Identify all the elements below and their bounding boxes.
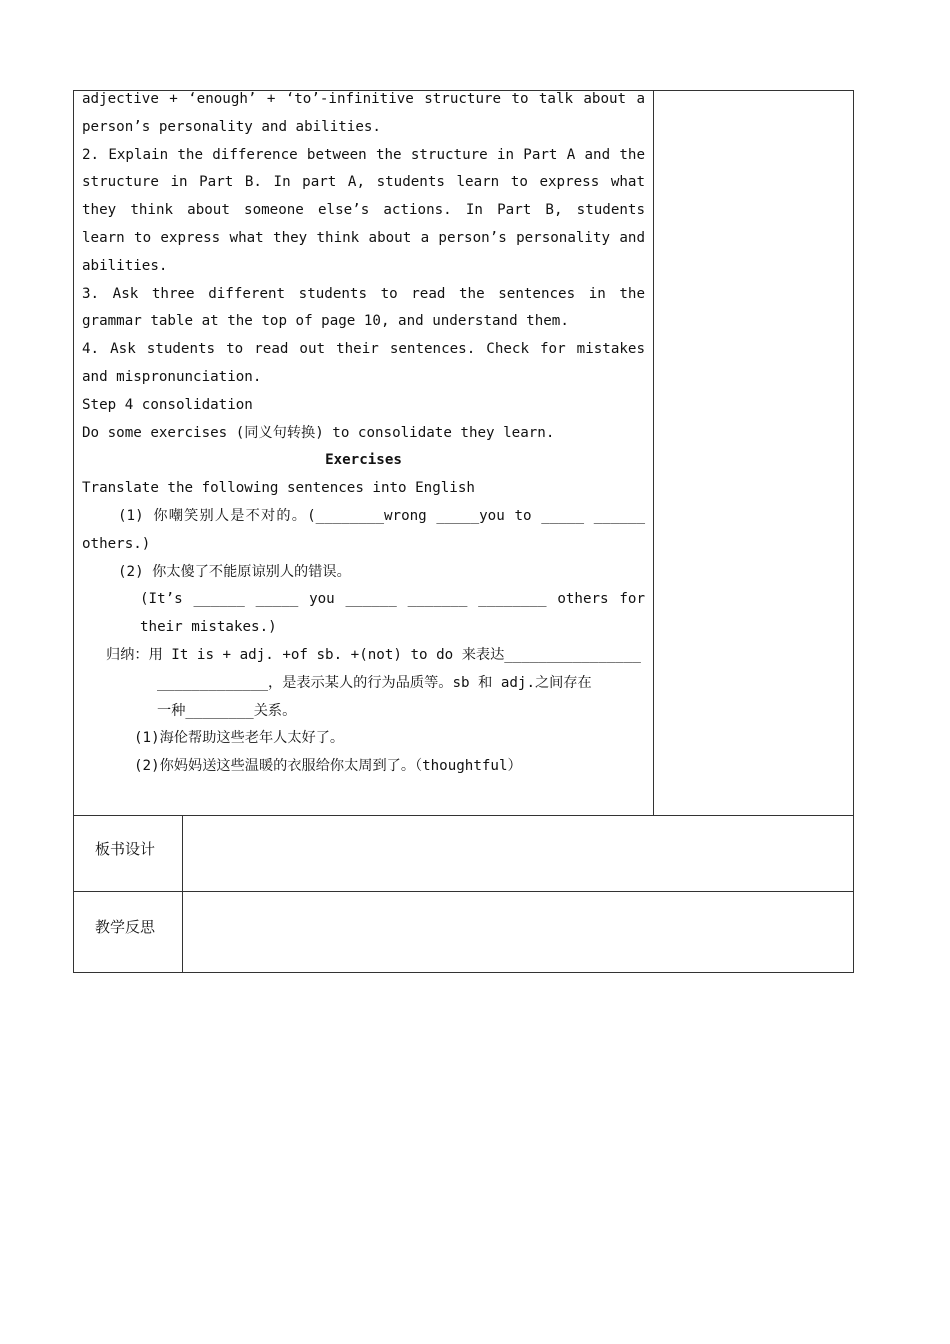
lesson-line: adjective + ‘enough’ + ‘to’-infinitive structure to talk about a person’s personality and abilities. bbox=[82, 91, 645, 135]
column-divider bbox=[653, 90, 654, 816]
exercise-question: (It’s ______ _____ you ______ _______ ________ others for their mistakes.) bbox=[140, 591, 645, 636]
translation-item: (1)海伦帮助这些老年人太好了。 bbox=[134, 730, 345, 747]
translation-item: (2)你妈妈送这些温暖的衣服给你太周到了。（thoughtful） bbox=[134, 758, 522, 775]
row-divider bbox=[73, 815, 854, 816]
lesson-line: Step 4 consolidation bbox=[82, 396, 253, 413]
row-divider bbox=[73, 891, 854, 892]
exercises-title: Exercises bbox=[325, 452, 402, 469]
label-column-divider bbox=[182, 815, 183, 973]
lesson-line: 4. Ask students to read out their sentences. Check for mistakes and mispronunciation. bbox=[82, 341, 645, 385]
summary-line: 归纳：用 It is + adj. +of sb. +(not) to do 来表达________________ bbox=[106, 646, 641, 663]
exercise-instruction: Translate the following sentences into English bbox=[82, 480, 475, 497]
board-design-label: 板书设计 bbox=[95, 840, 156, 858]
teaching-reflection-label: 教学反思 bbox=[95, 918, 156, 936]
lesson-line: 2. Explain the difference between the structure in Part A and the structure in Part B. In part A, students learn to express what they think about someone else’s actions. In Part B, students learn to express what they think about a person’s personality and abilities. bbox=[82, 146, 645, 274]
lesson-line: Do some exercises (同义句转换) to consolidate they learn. bbox=[82, 424, 555, 441]
lesson-content bbox=[82, 86, 645, 781]
summary-line: 一种________关系。 bbox=[157, 702, 297, 719]
exercise-question: (2) 你太傻了不能原谅别人的错误。 bbox=[118, 563, 351, 580]
summary-line: _____________，是表示某人的行为品质等。sb 和 adj.之间存在 bbox=[157, 674, 592, 691]
lesson-line: 3. Ask three different students to read the sentences in the grammar table at the top of page 10, and understand them. bbox=[82, 285, 645, 330]
exercise-question: (1) 你嘲笑别人是不对的。(________wrong _____you to _____ ______ others.) bbox=[82, 507, 645, 552]
